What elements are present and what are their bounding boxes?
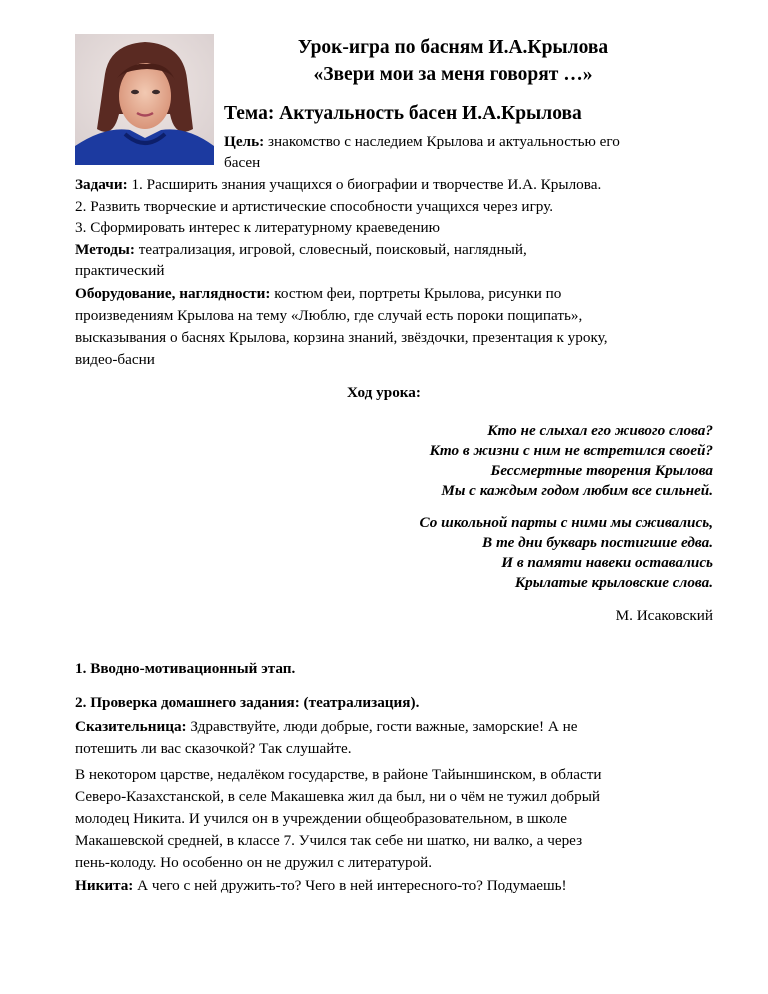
equipment-label: Оборудование, наглядности: [75,285,271,302]
stage-2-heading: 2. Проверка домашнего задания: (театрализация). [75,694,420,711]
poem-line: Крылатые крыловские слова. [514,574,713,591]
tasks-line-1 [75,174,601,196]
narrator-line-1 [75,716,578,738]
nikita-label: Никита: [75,877,134,894]
poem-line: Бессмертные творения Крылова [490,462,713,479]
narrator-label: Сказительница: [75,718,187,735]
equipment-line-3: высказывания о баснях Крылова, корзина знаний, звёздочки, презентация к уроку, [75,329,608,346]
story-line: пень-колоду. Но особенно он не дружил с литературой. [75,854,433,871]
tasks-item-1: 1. Расширить знания учащихся о биографии и творчестве И.А. Крылова. [127,176,602,193]
nikita-line [75,875,567,897]
nikita-text: А чего с ней дружить-то? Чего в ней интересного-то? Подумаешь! [133,877,567,894]
equipment-line-1 [75,283,561,305]
poem-line: Кто не слыхал его живого слова? [487,422,713,439]
methods-line-2: практический [75,262,165,279]
poem-line: Мы с каждым годом любим все сильней. [441,482,713,499]
goal-text: знакомство с наследием Крылова и актуальностью его [264,133,620,150]
poem-line: Кто в жизни с ним не встретился своей? [429,442,713,459]
narrator-text: Здравствуйте, люди добрые, гости важные, заморские! А не [186,718,578,735]
narrator-line-2: потешить ли вас сказочкой? Так слушайте. [75,740,352,757]
methods-label: Методы: [75,241,135,258]
story-line: молодец Никита. И учился он в учреждении общеобразовательном, в школе [75,810,568,827]
poem-line: В те дни букварь постигшие едва. [482,534,713,551]
lesson-progress-heading: Ход урока: [347,384,421,401]
lesson-subtitle: «Звери мои за меня говорят …» [313,64,593,85]
equipment-text: костюм феи, портреты Крылова, рисунки по [270,285,562,302]
goal-line-2: басен [224,154,261,171]
story-line: В некотором царстве, недалёком государстве, в районе Тайыншинском, в области [75,766,602,783]
goal-label: Цель: [224,133,265,150]
goal-line [224,131,620,153]
lesson-title: Урок-игра по басням И.А.Крылова [297,37,609,58]
tasks-item-3: 3. Сформировать интерес к литературному краеведению [75,219,441,236]
equipment-line-4: видео-басни [75,351,155,368]
poem-line: И в памяти навеки оставались [501,554,713,571]
story-line: Северо-Казахстанской, в селе Макашевка жил да был, ни о чём не тужил добрый [75,788,601,805]
poem-line: Со школьной парты с ними мы сживались, [419,514,713,531]
methods-line-1 [75,239,527,261]
poem-author: М. Исаковский [615,607,713,624]
equipment-line-2: произведениям Крылова на тему «Люблю, где случай есть пороки пощипать», [75,307,583,324]
author-portrait [75,34,214,165]
lesson-topic: Тема: Актуальность басен И.А.Крылова [224,103,582,124]
stage-1-heading: 1. Вводно-мотивационный этап. [75,660,296,677]
story-line: Макашевской средней, в классе 7. Учился так себе ни шатко, ни валко, а через [75,832,583,849]
tasks-item-2: 2. Развить творческие и артистические способности учащихся через игру. [75,198,554,215]
methods-text: театрализация, игровой, словесный, поисковый, наглядный, [134,241,527,258]
tasks-label: Задачи: [75,176,128,193]
